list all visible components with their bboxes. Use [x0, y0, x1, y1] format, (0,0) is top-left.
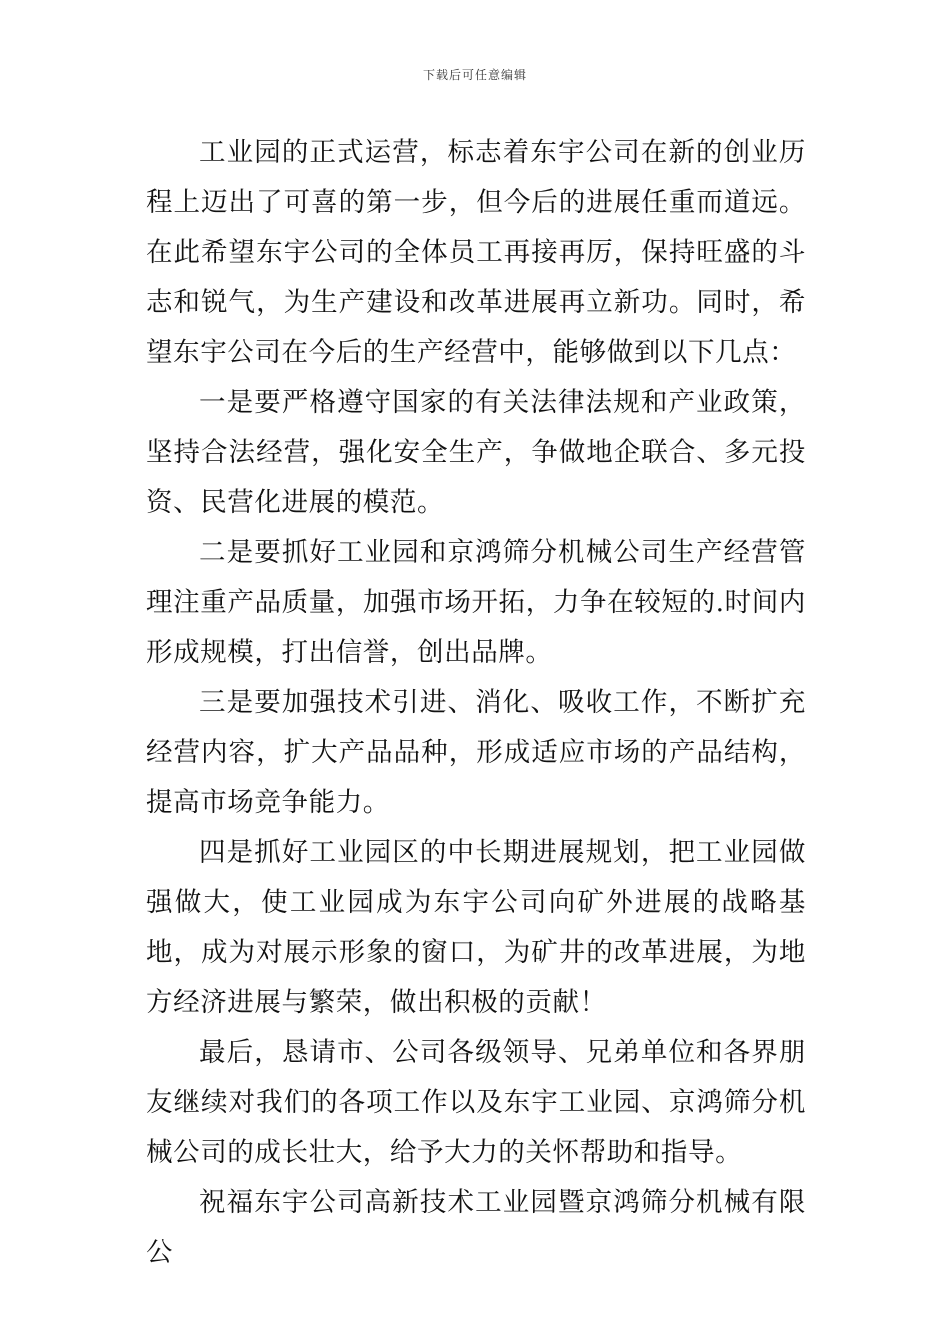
header-note: 下载后可任意编辑: [422, 68, 527, 82]
paragraph-point-three: 三是要加强技术引进、消化、吸收工作，不断扩充经营内容，扩大产品品种，形成适应市场的产品结构，提高市场竞争能力。: [146, 687, 806, 818]
paragraph-blessing: 祝福东宇公司高新技术工业园暨京鸿筛分机械有限公: [146, 1187, 806, 1268]
document-body: [146, 128, 806, 1278]
paragraph-closing-request: 最后，恳请市、公司各级领导、兄弟单位和各界朋友继续对我们的各项工作以及东宇工业园、京鸿筛分机械公司的成长壮大，给予大力的关怀帮助和指导。: [146, 1037, 806, 1168]
paragraph-point-one: 一是要严格遵守国家的有关法律法规和产业政策，坚持合法经营，强化安全生产，争做地企联合、多元投资、民营化进展的模范。: [146, 387, 806, 518]
paragraph-intro: 工业园的正式运营，标志着东宇公司在新的创业历程上迈出了可喜的第一步，但今后的进展任重而道远。在此希望东宇公司的全体员工再接再厉，保持旺盛的斗志和锐气，为生产建设和改革进展再立新功。同时，希望东宇公司在今后的生产经营中，能够做到以下几点：: [146, 137, 806, 368]
paragraph-point-two: 二是要抓好工业园和京鸿筛分机械公司生产经营管理注重产品质量，加强市场开拓，力争在较短的.时间内形成规模，打出信誉，创出品牌。: [146, 537, 806, 668]
paragraph-point-four: 四是抓好工业园区的中长期进展规划，把工业园做强做大，使工业园成为东宇公司向矿外进展的战略基地，成为对展示形象的窗口，为矿井的改革进展，为地方经济进展与繁荣，做出积极的贡献！: [146, 837, 806, 1018]
